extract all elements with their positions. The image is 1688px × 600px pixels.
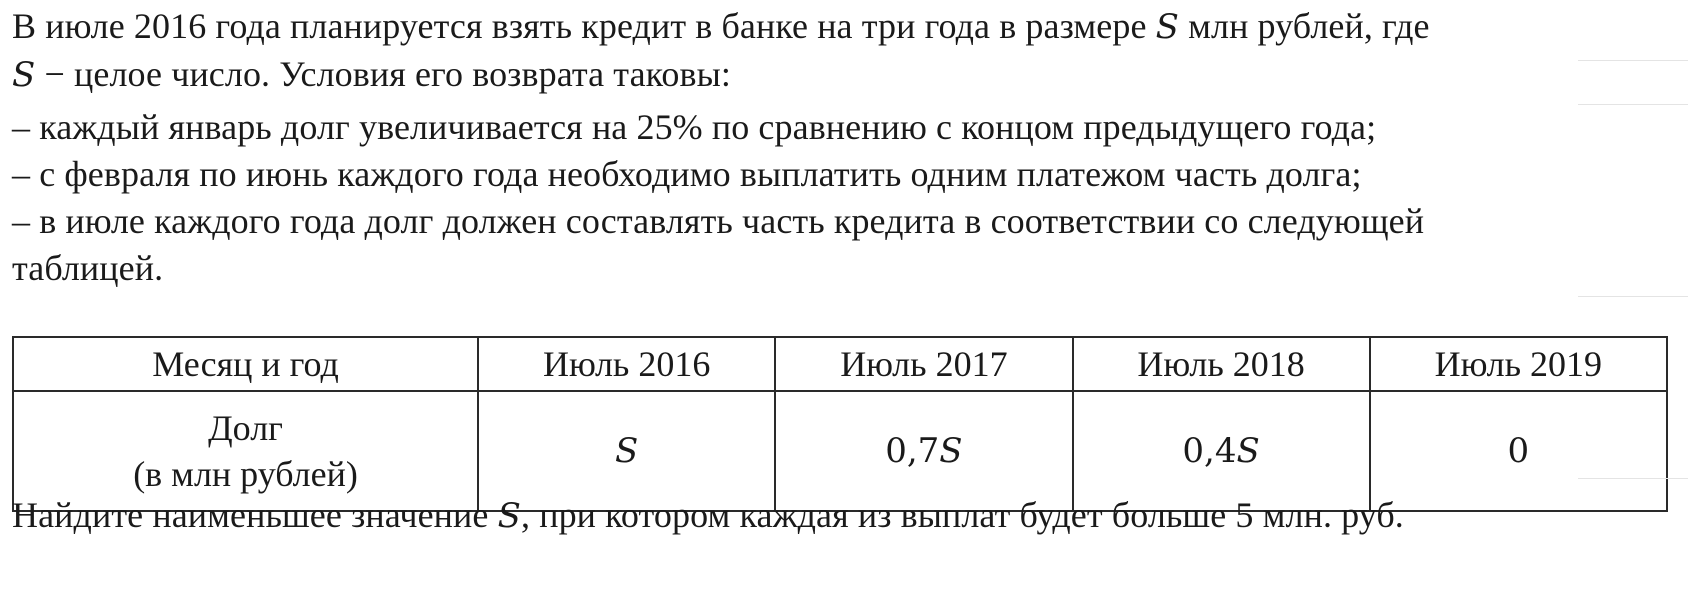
debt-variable: S [1236,431,1260,471]
question-text: Найдите наименьшее значение [12,495,498,535]
table-header-cell: Июль 2019 [1370,337,1667,391]
problem-text: − целое число. Условия его возврата таковы: [35,54,731,94]
variable-s: S [12,55,36,95]
condition-text: – в июле каждого года долг должен составлять часть кредита в соответствии со следующей [12,201,1425,241]
condition-2 [12,150,1362,198]
problem-line-1 [12,2,1430,51]
table-header-cell: Июль 2016 [478,337,775,391]
debt-coefficient: 0,4 [1182,431,1237,471]
condition-3-continued [12,244,163,292]
scan-artifact-line [1578,478,1688,479]
problem-text: В июле 2016 года планируется взять кредит в банке на три года в размере [12,6,1156,46]
problem-line-2 [12,50,731,99]
debt-value-cell [1370,391,1667,511]
question-text: , при котором каждая из выплат будет больше 5 млн. руб. [521,495,1404,535]
row-label-line: (в млн рублей) [133,454,358,494]
problem-text: млн рублей, где [1179,6,1430,46]
table-header-cell: Июль 2018 [1073,337,1370,391]
debt-coefficient: 0 [1507,431,1530,471]
question-line [12,491,1404,540]
row-label-line: Долг [208,408,283,448]
condition-3 [12,197,1424,245]
condition-text: – с февраля по июнь каждого года необходимо выплатить одним платежом часть долга; [12,154,1362,194]
debt-coefficient: 0,7 [885,431,940,471]
debt-variable: S [939,431,963,471]
variable-s: S [497,496,521,536]
debt-schedule-table [12,336,1668,512]
table-header-cell: Месяц и год [13,337,478,391]
table-header-row [13,337,1667,391]
table-header-cell: Июль 2017 [775,337,1072,391]
condition-text: таблицей. [12,248,164,288]
condition-1 [12,103,1376,151]
variable-s: S [1155,7,1180,47]
scan-artifact-line [1578,60,1688,61]
debt-variable: S [615,431,639,471]
scan-artifact-line [1578,296,1688,297]
condition-text: – каждый январь долг увеличивается на 25% по сравнению с концом предыдущего года; [12,107,1377,147]
scan-artifact-line [1578,104,1688,105]
